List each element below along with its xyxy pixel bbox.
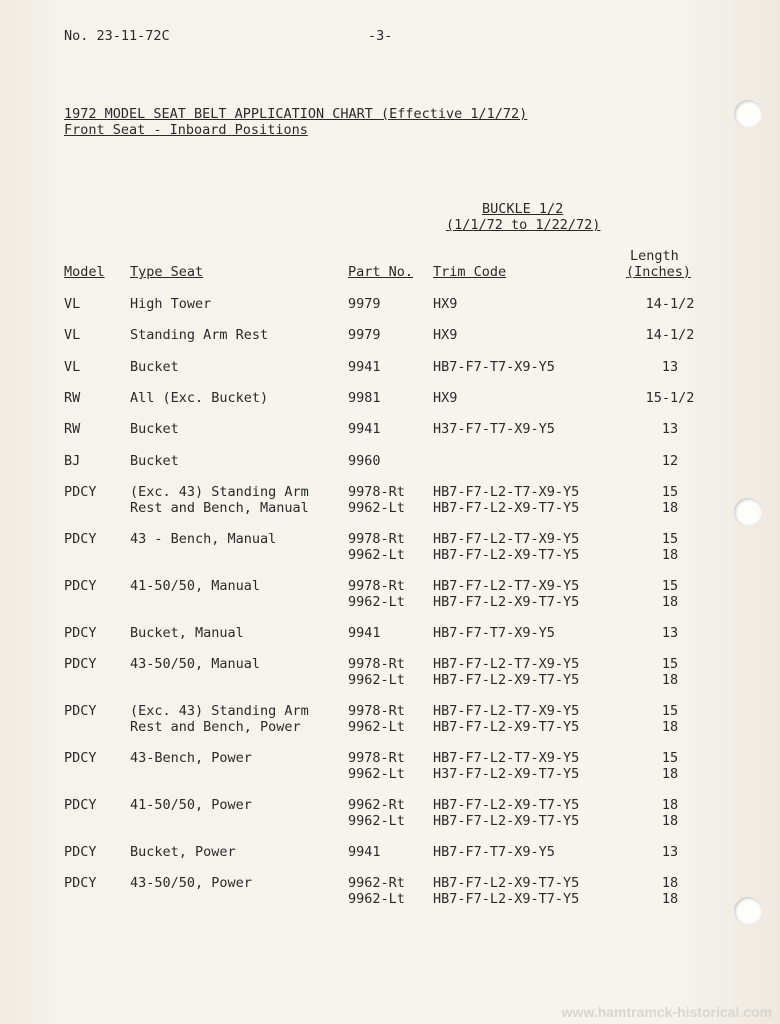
col-header-part-no: Part No. <box>348 264 414 280</box>
cell-model: PDCY <box>64 703 97 719</box>
cell-trim-code: HB7-F7-T7-X9-Y5 <box>433 844 555 860</box>
cell-model: PDCY <box>64 578 97 594</box>
page-number: -3- <box>368 28 393 44</box>
cell-length: 18 <box>661 875 679 891</box>
cell-trim-code: HB7-F7-T7-X9-Y5 <box>433 359 555 375</box>
cell-trim-code: HB7-F7-L2-X9-T7-Y5 <box>433 813 580 829</box>
cell-model: PDCY <box>64 875 97 891</box>
cell-trim-code: H37-F7-L2-X9-T7-Y5 <box>433 766 580 782</box>
cell-part-no: 9979 <box>348 327 381 343</box>
table-row <box>0 484 780 518</box>
cell-trim-code: HX9 <box>433 390 458 406</box>
cell-model: VL <box>64 359 81 375</box>
table-row <box>0 453 780 487</box>
cell-part-no: 9962-Lt <box>348 891 405 907</box>
cell-type-seat: 43 - Bench, Manual <box>130 531 277 547</box>
cell-length: 15 <box>661 703 679 719</box>
cell-part-no: 9962-Lt <box>348 672 405 688</box>
col-header-trim-code: Trim Code <box>433 264 507 280</box>
binder-hole-bottom <box>734 897 762 925</box>
cell-length: 18 <box>661 813 679 829</box>
table-row <box>0 296 780 330</box>
cell-part-no: 9978-Rt <box>348 750 405 766</box>
cell-length: 18 <box>661 672 679 688</box>
cell-type-seat: Rest and Bench, Manual <box>130 500 309 516</box>
cell-length: 18 <box>661 766 679 782</box>
cell-length: 18 <box>661 547 679 563</box>
cell-type-seat: All (Exc. Bucket) <box>130 390 269 406</box>
cell-type-seat: (Exc. 43) Standing Arm <box>130 484 309 500</box>
cell-part-no: 9960 <box>348 453 381 469</box>
cell-length: 14-1/2 <box>645 327 695 343</box>
cell-length: 18 <box>661 500 679 516</box>
cell-part-no: 9978-Rt <box>348 484 405 500</box>
cell-length: 12 <box>661 453 679 469</box>
cell-trim-code: H37-F7-T7-X9-Y5 <box>433 421 555 437</box>
cell-length: 13 <box>661 844 679 860</box>
site-watermark: www.hamtramck-historical.com <box>561 1004 772 1020</box>
cell-type-seat: 43-50/50, Power <box>130 875 252 891</box>
cell-type-seat: 43-50/50, Manual <box>130 656 261 672</box>
cell-part-no: 9978-Rt <box>348 578 405 594</box>
cell-trim-code: HX9 <box>433 296 458 312</box>
cell-model: PDCY <box>64 531 97 547</box>
cell-part-no: 9962-Lt <box>348 766 405 782</box>
cell-part-no: 9941 <box>348 359 381 375</box>
cell-model: PDCY <box>64 844 97 860</box>
cell-model: PDCY <box>64 625 97 641</box>
table-row <box>0 327 780 361</box>
cell-model: VL <box>64 327 81 343</box>
cell-part-no: 9978-Rt <box>348 656 405 672</box>
cell-type-seat: 41-50/50, Manual <box>130 578 261 594</box>
table-row <box>0 578 780 612</box>
table-row <box>0 844 780 878</box>
buckle-date-range: (1/1/72 to 1/22/72) <box>446 217 601 233</box>
table-row <box>0 359 780 393</box>
chart-title: 1972 MODEL SEAT BELT APPLICATION CHART (Effective 1/1/72) <box>64 106 528 122</box>
cell-trim-code: HB7-F7-L2-X9-T7-Y5 <box>433 875 580 891</box>
cell-trim-code: HB7-F7-L2-T7-X9-Y5 <box>433 578 580 594</box>
cell-part-no: 9962-Rt <box>348 797 405 813</box>
cell-part-no: 9962-Lt <box>348 500 405 516</box>
cell-length: 15 <box>661 750 679 766</box>
cell-part-no: 9941 <box>348 844 381 860</box>
cell-length: 18 <box>661 594 679 610</box>
cell-length: 15 <box>661 578 679 594</box>
cell-model: BJ <box>64 453 81 469</box>
cell-type-seat: Standing Arm Rest <box>130 327 269 343</box>
cell-length: 13 <box>661 625 679 641</box>
cell-length: 15 <box>661 531 679 547</box>
cell-model: PDCY <box>64 797 97 813</box>
table-row <box>0 656 780 690</box>
table-row <box>0 703 780 737</box>
cell-part-no: 9981 <box>348 390 381 406</box>
cell-trim-code: HB7-F7-L2-X9-T7-Y5 <box>433 797 580 813</box>
cell-part-no: 9962-Lt <box>348 547 405 563</box>
cell-type-seat: High Tower <box>130 296 212 312</box>
cell-part-no: 9941 <box>348 421 381 437</box>
chart-subtitle: Front Seat - Inboard Positions <box>64 122 308 138</box>
cell-part-no: 9962-Rt <box>348 875 405 891</box>
cell-length: 14-1/2 <box>645 296 695 312</box>
table-row <box>0 750 780 784</box>
cell-part-no: 9962-Lt <box>348 719 405 735</box>
cell-model: RW <box>64 421 81 437</box>
cell-part-no: 9962-Lt <box>348 813 405 829</box>
cell-trim-code: HB7-F7-L2-T7-X9-Y5 <box>433 750 580 766</box>
cell-length: 18 <box>661 891 679 907</box>
cell-length: 18 <box>661 719 679 735</box>
cell-trim-code: HB7-F7-L2-X9-T7-Y5 <box>433 594 580 610</box>
cell-trim-code: HB7-F7-L2-X9-T7-Y5 <box>433 891 580 907</box>
table-row <box>0 390 780 424</box>
col-header-model: Model <box>64 264 105 280</box>
cell-part-no: 9962-Lt <box>348 594 405 610</box>
cell-trim-code: HB7-F7-L2-T7-X9-Y5 <box>433 484 580 500</box>
cell-trim-code: HB7-F7-L2-T7-X9-Y5 <box>433 531 580 547</box>
cell-trim-code: HB7-F7-L2-X9-T7-Y5 <box>433 500 580 516</box>
buckle-header: BUCKLE 1/2 <box>482 201 564 217</box>
cell-length: 15 <box>661 656 679 672</box>
cell-trim-code: HB7-F7-L2-T7-X9-Y5 <box>433 656 580 672</box>
cell-trim-code: HB7-F7-L2-X9-T7-Y5 <box>433 547 580 563</box>
cell-length: 15 <box>661 484 679 500</box>
cell-length: 13 <box>661 421 679 437</box>
cell-trim-code: HB7-F7-L2-X9-T7-Y5 <box>433 719 580 735</box>
cell-model: PDCY <box>64 656 97 672</box>
cell-model: PDCY <box>64 484 97 500</box>
table-row <box>0 421 780 455</box>
cell-part-no: 9978-Rt <box>348 531 405 547</box>
cell-trim-code: HX9 <box>433 327 458 343</box>
table-row <box>0 531 780 565</box>
cell-type-seat: Bucket <box>130 453 179 469</box>
cell-length: 18 <box>661 797 679 813</box>
cell-type-seat: Rest and Bench, Power <box>130 719 301 735</box>
col-header-length: Length <box>630 248 679 264</box>
table-row <box>0 797 780 831</box>
cell-trim-code: HB7-F7-L2-X9-T7-Y5 <box>433 672 580 688</box>
cell-model: VL <box>64 296 81 312</box>
col-header-type-seat: Type Seat <box>130 264 204 280</box>
table-row <box>0 875 780 909</box>
cell-type-seat: Bucket <box>130 359 179 375</box>
binder-hole-middle <box>734 498 762 526</box>
doc-number: No. 23-11-72C <box>64 28 170 44</box>
cell-type-seat: (Exc. 43) Standing Arm <box>130 703 309 719</box>
cell-length: 13 <box>661 359 679 375</box>
col-header-length-units: (Inches) <box>626 264 692 280</box>
cell-trim-code: HB7-F7-T7-X9-Y5 <box>433 625 555 641</box>
cell-type-seat: 43-Bench, Power <box>130 750 252 766</box>
table-row <box>0 625 780 659</box>
cell-part-no: 9978-Rt <box>348 703 405 719</box>
cell-model: PDCY <box>64 750 97 766</box>
cell-type-seat: Bucket, Power <box>130 844 236 860</box>
cell-model: RW <box>64 390 81 406</box>
cell-type-seat: Bucket, Manual <box>130 625 244 641</box>
cell-length: 15-1/2 <box>645 390 695 406</box>
cell-part-no: 9941 <box>348 625 381 641</box>
cell-type-seat: 41-50/50, Power <box>130 797 252 813</box>
cell-part-no: 9979 <box>348 296 381 312</box>
cell-type-seat: Bucket <box>130 421 179 437</box>
binder-hole-top <box>734 100 762 128</box>
cell-trim-code: HB7-F7-L2-T7-X9-Y5 <box>433 703 580 719</box>
